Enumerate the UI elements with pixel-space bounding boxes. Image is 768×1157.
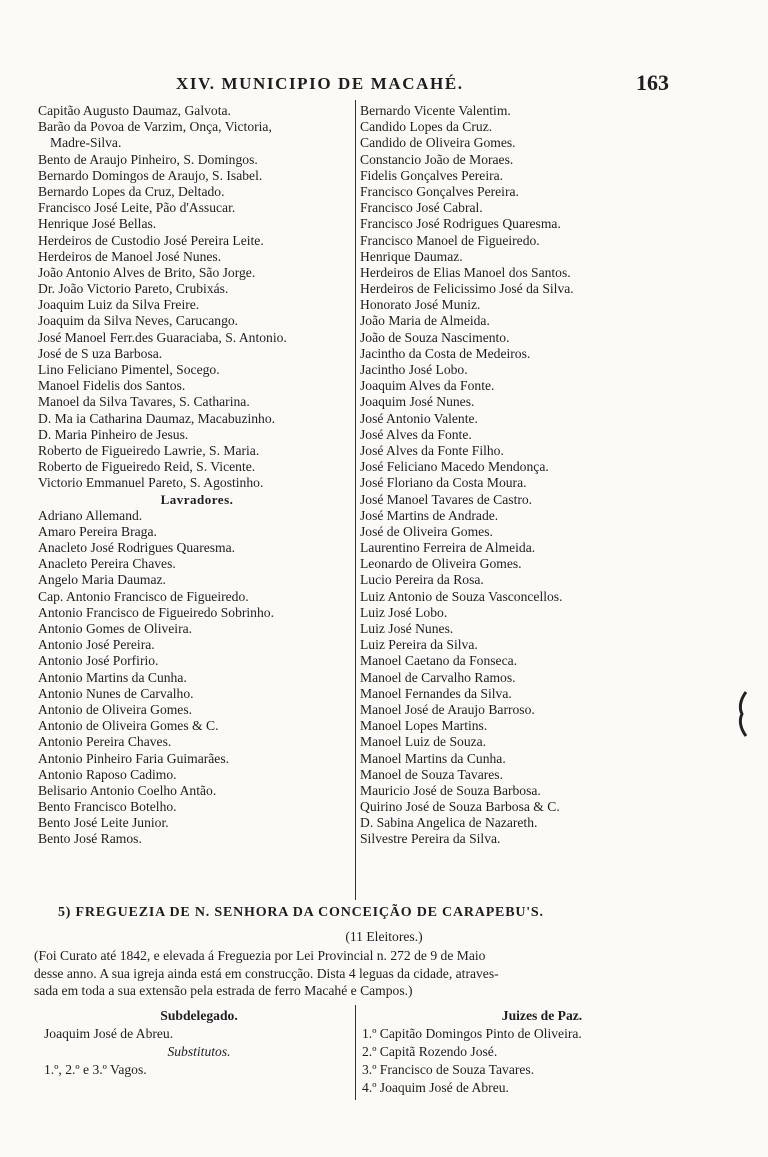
list-line: Honorato José Muniz.	[360, 297, 481, 313]
list-line: Antonio Pinheiro Faria Guimarães.	[38, 750, 230, 766]
list-line: Victorio Emmanuel Pareto, S. Agostinho.	[38, 475, 264, 491]
list-line: D. Maria Pinheiro de Jesus.	[38, 426, 189, 442]
list-line: Roberto de Figueiredo Reid, S. Vicente.	[38, 459, 256, 475]
list-line: Joaquim Luiz da Silva Freire.	[38, 297, 200, 313]
list-line: Angelo Maria Daumaz.	[38, 572, 166, 588]
list-line: José Manoel Ferr.des Guaraciaba, S. Antonio.	[38, 329, 287, 345]
left-list-b	[38, 508, 356, 848]
subdelegado-heading: Subdelegado.	[160, 1008, 238, 1023]
list-line: Manoel Fernandes da Silva.	[360, 685, 512, 701]
left-list-a	[38, 103, 356, 492]
list-line: Luiz Pereira da Silva.	[360, 637, 478, 653]
list-line: José Antonio Valente.	[360, 410, 478, 426]
list-line: José Alves da Fonte.	[360, 426, 472, 442]
juiz-line: 2.º Capitã Rozendo José.	[362, 1044, 498, 1059]
paragraph-line: sada em toda a sua extensão pela estrada de ferro Macahé e Campos.)	[34, 983, 413, 998]
page-header	[0, 70, 768, 98]
list-line: Manoel Luiz de Souza.	[360, 734, 487, 750]
list-line: Antonio Raposo Cadimo.	[38, 766, 177, 782]
list-line: Constancio João de Moraes.	[360, 151, 514, 167]
paragraph-line: desse anno. A sua igreja ainda está em construcção. Dista 4 leguas da cidade, atraves-	[34, 965, 499, 981]
section-title: 5) FREGUEZIA DE N. SENHORA DA CONCEIÇÃO DE CARAPEBU'S.	[58, 905, 544, 920]
list-line: Francisco José Cabral.	[360, 200, 483, 216]
list-line: Herdeiros de Custodio José Pereira Leite.	[38, 232, 264, 248]
list-line: Antonio Francisco de Figueiredo Sobrinho.	[38, 604, 274, 620]
list-line: Luiz José Nunes.	[360, 621, 454, 636]
list-line: Jacintho da Costa de Medeiros.	[360, 345, 531, 361]
list-line: Herdeiros de Elias Manoel dos Santos.	[360, 264, 571, 280]
list-line: Bernardo Domingos de Araujo, S. Isabel.	[38, 167, 263, 183]
list-line: D. Ma ia Catharina Daumaz, Macabuzinho.	[38, 410, 276, 426]
list-line: Belisario Antonio Coelho Antão.	[38, 782, 217, 798]
page-title: XIV. MUNICIPIO DE MACAHÉ.	[176, 74, 464, 93]
margin-bracket-mark	[736, 690, 750, 738]
list-line: Antonio de Oliveira Gomes & C.	[38, 718, 219, 734]
juiz-line: 1.º Capitão Domingos Pinto de Oliveira.	[362, 1026, 582, 1041]
list-line: Anacleto Pereira Chaves.	[38, 556, 176, 572]
list-line: Anacleto José Rodrigues Quaresma.	[38, 540, 236, 556]
list-line: Manoel Fidelis dos Santos.	[38, 378, 186, 394]
list-line: Madre-Silva.	[50, 135, 122, 151]
list-line: Antonio Gomes de Oliveira.	[38, 621, 193, 636]
list-line: José Feliciano Macedo Mendonça.	[360, 459, 549, 475]
list-line: João Maria de Almeida.	[360, 313, 490, 329]
lavradores-heading: Lavradores.	[160, 491, 234, 507]
list-line: Manoel Caetano da Fonseca.	[360, 653, 518, 669]
juiz-line: 3.º Francisco de Souza Tavares.	[362, 1062, 535, 1077]
list-line: Bento José Ramos.	[38, 831, 142, 847]
list-line: Manoel Lopes Martins.	[360, 718, 488, 734]
list-line: Manoel de Souza Tavares.	[360, 766, 503, 782]
list-line: Amaro Pereira Braga.	[38, 523, 157, 539]
list-line: Bento José Leite Junior.	[38, 815, 169, 831]
list-line: Bento de Araujo Pinheiro, S. Domingos.	[38, 151, 258, 167]
bottom-column-divider	[355, 1005, 356, 1100]
juizes-heading: Juizes de Paz.	[501, 1008, 583, 1023]
list-line: D. Sabina Angelica de Nazareth.	[360, 815, 538, 831]
list-line: Luiz Antonio de Souza Vasconcellos.	[360, 588, 563, 604]
paragraph-line: (Foi Curato até 1842, e elevada á Freguezia por Lei Provincial n. 272 de 9 de Maio	[34, 948, 486, 963]
list-line: Fidelis Gonçalves Pereira.	[360, 167, 504, 183]
section-paragraph	[34, 947, 714, 1000]
subdelegado-name: Joaquim José de Abreu.	[44, 1026, 174, 1041]
list-line: Herdeiros de Felicissimo José da Silva.	[360, 281, 574, 297]
list-line: Joaquim da Silva Neves, Carucango.	[38, 313, 239, 329]
list-line: José Floriano da Costa Moura.	[360, 475, 527, 491]
electors-count: (11 Eleitores.)	[345, 929, 423, 944]
left-column	[38, 103, 356, 848]
list-line: Silvestre Pereira da Silva.	[360, 831, 501, 847]
list-line: Herdeiros de Manoel José Nunes.	[38, 248, 222, 264]
list-line: Antonio Nunes de Carvalho.	[38, 685, 194, 701]
list-line: Jacintho José Lobo.	[360, 362, 468, 377]
list-line: Manoel José de Araujo Barroso.	[360, 701, 535, 717]
substitutos-heading: Substitutos.	[167, 1044, 231, 1059]
list-line: João de Souza Nascimento.	[360, 329, 510, 345]
list-line: José de Oliveira Gomes.	[360, 523, 493, 539]
list-line: Antonio Martins da Cunha.	[38, 669, 187, 685]
list-line: Joaquim José Nunes.	[360, 394, 475, 410]
list-line: Francisco Manoel de Figueiredo.	[360, 232, 540, 248]
list-line: Candido Lopes da Cruz.	[360, 119, 493, 135]
list-line: Dr. João Victorio Pareto, Crubixás.	[38, 281, 229, 297]
list-line: Manoel de Carvalho Ramos.	[360, 669, 516, 685]
list-line: Antonio de Oliveira Gomes.	[38, 701, 193, 717]
list-line: José de S uza Barbosa.	[38, 345, 163, 361]
list-line: Luiz José Lobo.	[360, 604, 448, 620]
list-line: Cap. Antonio Francisco de Figueiredo.	[38, 588, 249, 604]
list-line: Henrique Daumaz.	[360, 248, 463, 264]
list-line: Francisco José Leite, Pão d'Assucar.	[38, 200, 236, 216]
list-line: Bernardo Lopes da Cruz, Deltado.	[38, 183, 225, 199]
list-line: Manoel Martins da Cunha.	[360, 750, 506, 766]
juizes-block	[362, 1007, 722, 1097]
list-line: Bernardo Vicente Valentim.	[360, 103, 511, 118]
list-line: Joaquim Alves da Fonte.	[360, 378, 495, 394]
list-line: Lucio Pereira da Rosa.	[360, 572, 484, 588]
list-line: Capitão Augusto Daumaz, Galvota.	[38, 103, 231, 118]
list-line: Francisco Gonçalves Pereira.	[360, 183, 519, 199]
page-number: 163	[636, 70, 669, 95]
list-line: Barão da Povoa de Varzim, Onça, Victoria,	[38, 119, 272, 135]
list-line: Henrique José Bellas.	[38, 216, 157, 232]
list-line: José Manoel Tavares de Castro.	[360, 491, 533, 507]
juiz-line: 4.º Joaquim José de Abreu.	[362, 1080, 509, 1095]
list-line: Roberto de Figueiredo Lawrie, S. Maria.	[38, 442, 260, 458]
substitutos-line: 1.º, 2.º e 3.º Vagos.	[44, 1062, 147, 1077]
list-line: Lino Feliciano Pimentel, Socego.	[38, 362, 220, 377]
list-line: João Antonio Alves de Brito, São Jorge.	[38, 264, 256, 280]
list-line: Antonio José Pereira.	[38, 637, 155, 653]
list-line: Antonio Pereira Chaves.	[38, 734, 172, 750]
list-line: Quirino José de Souza Barbosa & C.	[360, 799, 560, 815]
list-line: Candido de Oliveira Gomes.	[360, 135, 516, 151]
list-line: Bento Francisco Botelho.	[38, 799, 177, 815]
list-line: José Martins de Andrade.	[360, 507, 499, 523]
list-line: Mauricio José de Souza Barbosa.	[360, 782, 541, 798]
list-line: Francisco José Rodrigues Quaresma.	[360, 216, 561, 232]
right-column	[360, 103, 690, 848]
list-line: Leonardo de Oliveira Gomes.	[360, 556, 522, 572]
subdelegado-block	[44, 1007, 354, 1079]
list-line: Laurentino Ferreira de Almeida.	[360, 540, 536, 556]
list-line: Adriano Allemand.	[38, 507, 143, 523]
list-line: Manoel da Silva Tavares, S. Catharina.	[38, 394, 250, 410]
list-line: José Alves da Fonte Filho.	[360, 442, 504, 458]
list-line: Antonio José Porfirio.	[38, 653, 159, 669]
